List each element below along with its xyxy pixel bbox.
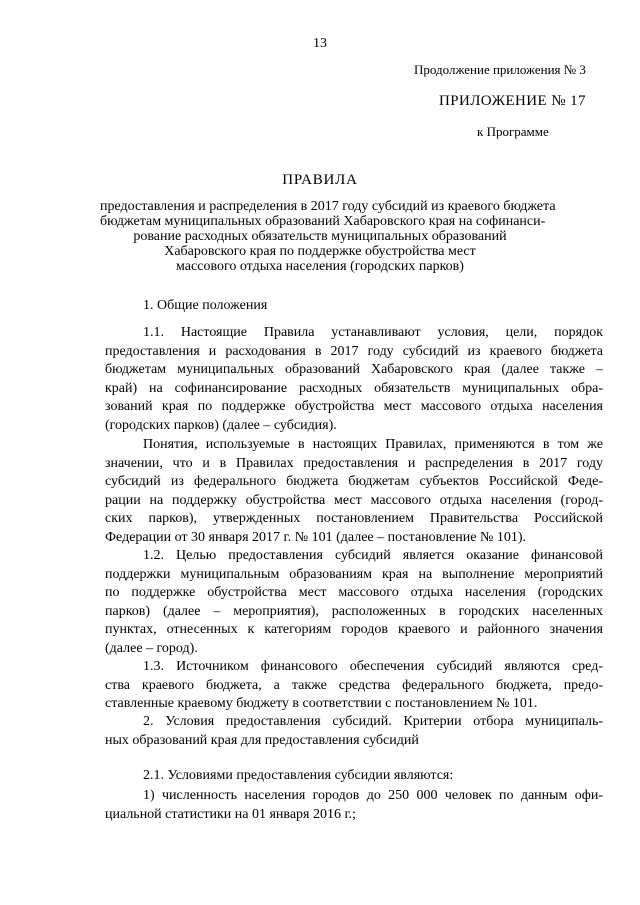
text-line: (городских парков) (далее – субсидия). bbox=[105, 417, 337, 433]
subtitle-line: бюджетам муниципальных образований Хабаровского края на софинанси- bbox=[100, 214, 546, 229]
text-line: ных образований края для предоставления субсидий bbox=[105, 732, 419, 748]
text-line: 1.1. Настоящие Правила устанавливают условия, цели, порядок bbox=[143, 325, 603, 340]
text-line: пунктах, отнесенных к категориям городов краевого и районного значения bbox=[105, 622, 603, 638]
paragraph-1-3 bbox=[105, 658, 603, 714]
text-line: 2. Условия предоставления субсидий. Критерии отбора муниципаль- bbox=[143, 714, 603, 729]
text-line: край) на софинансирование расходных обязательств муниципальных обра- bbox=[105, 380, 603, 396]
text-line: парков) (далее – мероприятия), расположенных в городских населенных bbox=[105, 603, 603, 619]
appendix-continuation-note: Продолжение приложения № 3 bbox=[414, 62, 586, 77]
text-line: Федерации от 30 января 2017 г. № 101 (далее – постановление № 101). bbox=[105, 529, 527, 545]
text-line: 2.1. Условиями предоставления субсидии являются: bbox=[143, 768, 454, 783]
document-subtitle bbox=[100, 199, 556, 274]
subtitle-line: массового отдыха населения (городских парков) bbox=[176, 259, 464, 274]
section-2-heading bbox=[105, 713, 603, 750]
text-line: субсидий из федерального бюджета бюджетам субъектов Российской Феде- bbox=[105, 474, 603, 490]
text-line: зований края по поддержке обустройства мест массового отдыха населения bbox=[105, 399, 603, 415]
text-line: рации на поддержку обустройства мест массового отдыха населения (город- bbox=[105, 492, 603, 508]
appendix-title: ПРИЛОЖЕНИЕ № 17 bbox=[439, 93, 586, 109]
text-line: Понятия, используемые в настоящих Правилах, применяются в том же bbox=[143, 437, 603, 452]
paragraph-2-1 bbox=[105, 767, 603, 786]
subtitle-line: предоставления и распределения в 2017 году субсидий из краевого бюджета bbox=[100, 199, 556, 214]
paragraph-1-2 bbox=[105, 547, 603, 659]
appendix-subtitle: к Программе bbox=[477, 124, 549, 139]
text-line: поддержки муниципальным образованиям края на выполнение мероприятий bbox=[105, 566, 603, 582]
page-number: 13 bbox=[313, 36, 327, 51]
text-line: (далее – город). bbox=[105, 640, 198, 656]
text-line: предоставления и расходования в 2017 году субсидий из краевого бюджета bbox=[105, 343, 603, 359]
text-line: 1.2. Целью предоставления субсидий является оказание финансовой bbox=[143, 548, 603, 563]
subtitle-line: рование расходных обязательств муниципальных образований bbox=[133, 229, 507, 244]
paragraph-terms bbox=[105, 436, 603, 548]
text-line: 1) численность населения городов до 250 000 человек по данным офи- bbox=[143, 788, 603, 803]
text-line: 1.3. Источником финансового обеспечения субсидий являются сред- bbox=[143, 659, 603, 674]
text-line: ства краевого бюджета, а также средства федерального бюджета, предо- bbox=[105, 677, 603, 693]
text-line: бюджетам муниципальных образований Хабаровского края (далее также – bbox=[105, 362, 603, 378]
paragraph-1-1 bbox=[105, 324, 603, 436]
subtitle-line: Хабаровского края по поддержке обустройства мест bbox=[164, 244, 476, 259]
text-line: ставленные краевому бюджету в соответствии с постановлением № 101. bbox=[105, 696, 538, 712]
list-item-1 bbox=[105, 787, 603, 824]
text-line: циальной статистики на 01 января 2016 г.; bbox=[105, 806, 357, 822]
text-line: ских парков), утвержденных постановлением Правительства Российской bbox=[105, 511, 603, 527]
text-line: по поддержке обустройства мест массового отдыха населения (городских bbox=[105, 585, 603, 601]
section-1-heading: 1. Общие положения bbox=[143, 298, 268, 313]
document-title: ПРАВИЛА bbox=[282, 172, 358, 188]
text-line: значении, что и в Правилах предоставления и распределения в 2017 году bbox=[105, 455, 603, 471]
